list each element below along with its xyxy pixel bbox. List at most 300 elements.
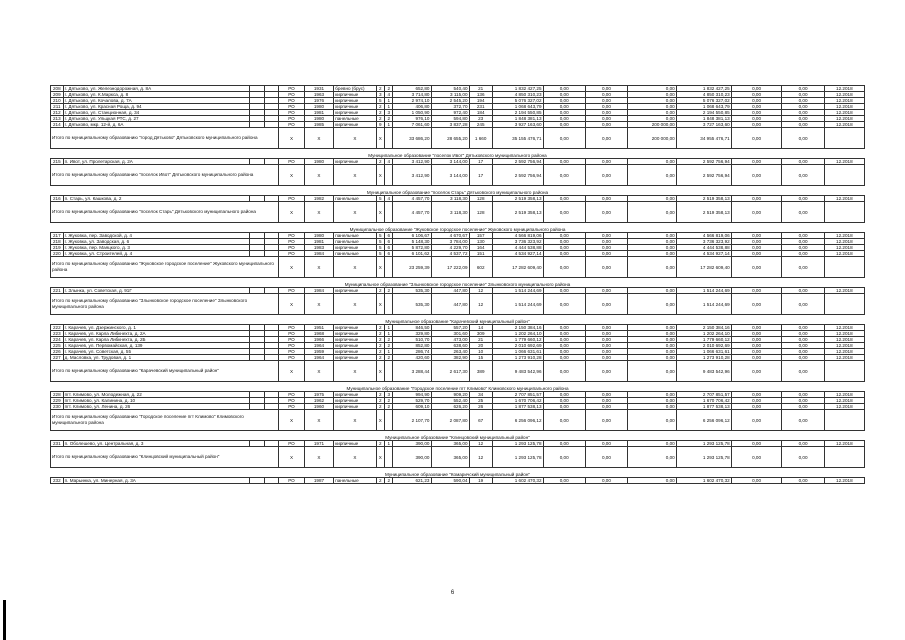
year-cell: 1962 bbox=[304, 398, 334, 404]
x-cell: X bbox=[376, 294, 384, 315]
fund-cell: 0,00 bbox=[585, 128, 627, 149]
cost-cell: 1 066 631,61 bbox=[492, 349, 543, 355]
fund-cell: 0,00 bbox=[628, 165, 677, 186]
wall-material-cell: панельные bbox=[334, 233, 376, 239]
specific-cost-cell: 0,00 bbox=[731, 239, 782, 245]
fund-cell: 0,00 bbox=[585, 92, 627, 98]
specific-cost-cell: 0,00 bbox=[731, 165, 782, 186]
limit-cost-cell: 0,00 bbox=[782, 196, 824, 202]
living-area-cell: 382,90 bbox=[431, 355, 469, 361]
completion-date-cell: 12.2018 bbox=[824, 86, 864, 92]
floors-cell: 2 bbox=[376, 288, 384, 294]
subtotal-label: Итого по муниципальному образованию "поселок Ивот" Дятьковского муниципального района bbox=[51, 165, 279, 186]
floors-cell: 2 bbox=[376, 404, 384, 410]
ownership-cell: РО bbox=[279, 404, 304, 410]
total-area-cell: 609,10 bbox=[393, 404, 431, 410]
fund-cell: 1 514 244,69 bbox=[676, 288, 731, 294]
ownership-cell: РО bbox=[279, 86, 304, 92]
housing-repair-register-table bbox=[50, 85, 865, 484]
empty-cell bbox=[385, 128, 393, 149]
wall-material-cell: кирпичные bbox=[334, 343, 376, 349]
floors-cell: 5 bbox=[376, 239, 384, 245]
year-cell: 1981 bbox=[304, 110, 334, 116]
fund-cell: 0,00 bbox=[628, 245, 677, 251]
fund-cell: 0,00 bbox=[628, 337, 677, 343]
row-number: 212 bbox=[51, 110, 64, 116]
total-area-cell: 420,60 bbox=[393, 355, 431, 361]
limit-cost-cell: 0,00 bbox=[782, 398, 824, 404]
limit-cost-cell: 0,00 bbox=[782, 104, 824, 110]
fund-cell: 0,00 bbox=[628, 251, 677, 257]
x-cell: X bbox=[304, 447, 334, 468]
x-cell: X bbox=[304, 165, 334, 186]
specific-cost-cell: 0,00 bbox=[731, 392, 782, 398]
fund-cell: 0,00 bbox=[543, 116, 585, 122]
year-cell: 1980 bbox=[304, 233, 334, 239]
wall-material-cell: кирпичные bbox=[334, 325, 376, 331]
address-cell: г. Дятьково, ул. Станционная, д. 34 bbox=[63, 110, 249, 116]
entrances-cell: 6 bbox=[385, 233, 393, 239]
fund-cell: 1 670 706,42 bbox=[676, 398, 731, 404]
wall-material-cell: панельные bbox=[334, 251, 376, 257]
x-cell: X bbox=[279, 410, 304, 431]
ownership-cell: РО bbox=[279, 104, 304, 110]
fund-cell: 0,00 bbox=[543, 441, 585, 447]
row-number: 228 bbox=[51, 392, 64, 398]
fund-cell: 0,00 bbox=[628, 410, 677, 431]
living-area-cell: 3 837,28 bbox=[431, 122, 469, 128]
wall-material-cell: кирпичные bbox=[334, 110, 376, 116]
fund-cell: 0,00 bbox=[585, 398, 627, 404]
specific-cost-cell: 0,00 bbox=[731, 116, 782, 122]
wall-material-cell: кирпичные bbox=[334, 441, 376, 447]
entrances-cell: 1 bbox=[385, 98, 393, 104]
section-title: Муниципальное образование "Городское поселение пгт Климово" Климовского муниципального района bbox=[51, 382, 865, 392]
fund-cell: 3 727 163,60 bbox=[676, 122, 731, 128]
ownership-cell: РО bbox=[279, 233, 304, 239]
wall-material-cell: кирпичные bbox=[334, 349, 376, 355]
total-area-cell: 5 148,30 bbox=[393, 239, 431, 245]
cost-cell: 1 293 125,78 bbox=[492, 447, 543, 468]
subtotal-label: Итого по муниципальному образованию "Городское поселение пгт Климово" Климовского муниципального района bbox=[51, 410, 279, 431]
fund-cell: 0,00 bbox=[543, 355, 585, 361]
total-area-cell: 33 686,20 bbox=[393, 128, 431, 149]
fund-cell: 0,00 bbox=[628, 196, 677, 202]
living-area-cell: 552,40 bbox=[431, 398, 469, 404]
completion-date-cell: 12.2018 bbox=[824, 392, 864, 398]
total-area-cell: 2 107,70 bbox=[393, 410, 431, 431]
residents-cell: 12 bbox=[469, 447, 492, 468]
completion-date-cell: 12.2018 bbox=[824, 404, 864, 410]
address-cell: п. Марьинка, ул. Минерная, д. 3А bbox=[63, 478, 249, 484]
empty-cell bbox=[385, 165, 393, 186]
limit-cost-cell: 0,00 bbox=[782, 122, 824, 128]
living-area-cell: 4 537,72 bbox=[431, 251, 469, 257]
limit-cost-cell: 0,00 bbox=[782, 257, 824, 278]
fund-cell: 0,00 bbox=[628, 392, 677, 398]
completion-date-cell: 12.2018 bbox=[824, 233, 864, 239]
specific-cost-cell: 0,00 bbox=[731, 196, 782, 202]
empty-cell bbox=[385, 294, 393, 315]
fund-cell: 2 150 384,16 bbox=[676, 325, 731, 331]
living-area-cell: 301,60 bbox=[431, 331, 469, 337]
residents-cell: 26 bbox=[469, 404, 492, 410]
limit-cost-cell: 0,00 bbox=[782, 325, 824, 331]
fund-cell: 0,00 bbox=[628, 257, 677, 278]
row-number: 214 bbox=[51, 122, 64, 128]
floors-cell: 2 bbox=[376, 355, 384, 361]
limit-cost-cell: 0,00 bbox=[782, 337, 824, 343]
row-number: 226 bbox=[51, 349, 64, 355]
completion-date-cell: 12.2018 bbox=[824, 159, 864, 165]
cost-cell: 1 202 264,10 bbox=[492, 331, 543, 337]
cost-cell: 4 566 819,06 bbox=[492, 233, 543, 239]
row-number: 211 bbox=[51, 104, 64, 110]
wall-material-cell: кирпичные bbox=[334, 337, 376, 343]
entrances-cell: 1 bbox=[385, 104, 393, 110]
empty-cell bbox=[824, 294, 864, 315]
address-cell: д. Масловка, ул. Трудовая, д. 1 bbox=[63, 355, 249, 361]
total-area-cell: 4 457,70 bbox=[393, 196, 431, 202]
fund-cell: 0,00 bbox=[543, 196, 585, 202]
row-number: 230 bbox=[51, 404, 64, 410]
fund-cell: 0,00 bbox=[585, 325, 627, 331]
fund-cell: 0,00 bbox=[628, 447, 677, 468]
limit-cost-cell: 0,00 bbox=[782, 404, 824, 410]
ownership-cell: РО bbox=[279, 337, 304, 343]
limit-cost-cell: 0,00 bbox=[782, 288, 824, 294]
x-cell: X bbox=[304, 128, 334, 149]
completion-date-cell: 12.2018 bbox=[824, 251, 864, 257]
limit-cost-cell: 0,00 bbox=[782, 165, 824, 186]
fund-cell: 1 779 660,12 bbox=[676, 337, 731, 343]
ownership-cell: РО bbox=[279, 245, 304, 251]
residents-cell: 128 bbox=[469, 202, 492, 223]
address-cell: п. Ивот, ул. Пролетарская, д. 2А bbox=[63, 159, 249, 165]
fund-cell: 0,00 bbox=[585, 337, 627, 343]
fund-cell: 2 194 550,85 bbox=[676, 110, 731, 116]
fund-cell: 0,00 bbox=[585, 122, 627, 128]
fund-cell: 1 066 631,61 bbox=[676, 349, 731, 355]
entrances-cell: 1 bbox=[385, 331, 393, 337]
total-area-cell: 390,00 bbox=[393, 441, 431, 447]
fund-cell: 0,00 bbox=[585, 404, 627, 410]
address-cell: п. Старь, ул. Кашкова, д. 2 bbox=[63, 196, 249, 202]
residents-cell: 21 bbox=[469, 337, 492, 343]
total-area-cell: 406,80 bbox=[393, 104, 431, 110]
ownership-cell: РО bbox=[279, 239, 304, 245]
cost-cell: 2 592 756,94 bbox=[492, 159, 543, 165]
completion-date-cell: 12.2018 bbox=[824, 398, 864, 404]
living-area-cell: 447,80 bbox=[431, 288, 469, 294]
living-area-cell: 473,00 bbox=[431, 337, 469, 343]
total-area-cell: 994,90 bbox=[393, 392, 431, 398]
living-area-cell: 3 118,30 bbox=[431, 196, 469, 202]
subtotal-row bbox=[51, 447, 865, 468]
x-cell: X bbox=[376, 257, 384, 278]
floors-cell: 2 bbox=[376, 116, 384, 122]
total-area-cell: 390,00 bbox=[393, 447, 431, 468]
year-cell: 1964 bbox=[304, 355, 334, 361]
section-header-row bbox=[51, 149, 865, 159]
fund-cell: 0,00 bbox=[628, 325, 677, 331]
ownership-cell: РО bbox=[279, 478, 304, 484]
x-cell: X bbox=[279, 165, 304, 186]
living-area-cell: 557,20 bbox=[431, 325, 469, 331]
ownership-cell: РО bbox=[279, 288, 304, 294]
fund-cell: 0,00 bbox=[628, 478, 677, 484]
fund-cell: 0,00 bbox=[628, 404, 677, 410]
limit-cost-cell: 0,00 bbox=[782, 239, 824, 245]
fund-cell: 0,00 bbox=[628, 239, 677, 245]
subtotal-label: Итого по муниципальному образованию "Карачевский муниципальный район" bbox=[51, 361, 279, 382]
fund-cell: 0,00 bbox=[628, 398, 677, 404]
total-area-cell: 3 412,90 bbox=[393, 159, 431, 165]
empty-cell bbox=[824, 257, 864, 278]
row-number: 215 bbox=[51, 159, 64, 165]
floors-cell: 5 bbox=[376, 233, 384, 239]
fund-cell: 0,00 bbox=[543, 239, 585, 245]
total-area-cell: 621,23 bbox=[393, 478, 431, 484]
fund-cell: 2 592 756,94 bbox=[676, 165, 731, 186]
residents-cell: 67 bbox=[469, 410, 492, 431]
fund-cell: 0,00 bbox=[543, 202, 585, 223]
living-area-cell: 540,40 bbox=[431, 86, 469, 92]
fund-cell: 1 848 381,13 bbox=[676, 116, 731, 122]
specific-cost-cell: 0,00 bbox=[731, 337, 782, 343]
cost-cell: 6 256 096,12 bbox=[492, 410, 543, 431]
limit-cost-cell: 0,00 bbox=[782, 355, 824, 361]
cost-cell: 2 194 550,85 bbox=[492, 110, 543, 116]
fund-cell: 0,00 bbox=[585, 251, 627, 257]
fund-cell: 0,00 bbox=[585, 196, 627, 202]
entrances-cell: 3 bbox=[385, 392, 393, 398]
fund-cell: 0,00 bbox=[543, 337, 585, 343]
floors-cell: 2 bbox=[376, 441, 384, 447]
fund-cell: 0,00 bbox=[628, 343, 677, 349]
fund-cell: 0,00 bbox=[543, 245, 585, 251]
total-area-cell: 4 457,70 bbox=[393, 202, 431, 223]
living-area-cell: 909,20 bbox=[431, 392, 469, 398]
year-cell: 1968 bbox=[304, 331, 334, 337]
fund-cell: 0,00 bbox=[628, 441, 677, 447]
ownership-cell: РО bbox=[279, 392, 304, 398]
x-cell: X bbox=[279, 257, 304, 278]
residents-cell: 17 bbox=[469, 159, 492, 165]
empty-cell bbox=[824, 128, 864, 149]
entrances-cell: 4 bbox=[385, 92, 393, 98]
subtotal-label: Итого по муниципальному образованию "Жуковское городское поселение" Жуковского муниципального района bbox=[51, 257, 279, 278]
cost-cell: 2 707 851,57 bbox=[492, 392, 543, 398]
subtotal-row bbox=[51, 361, 865, 382]
wall-material-cell: кирпичные bbox=[334, 122, 376, 128]
address-cell: г. Злынка, ул. Советская, д. 91Г bbox=[63, 288, 249, 294]
limit-cost-cell: 0,00 bbox=[782, 349, 824, 355]
entrances-cell: 2 bbox=[385, 337, 393, 343]
specific-cost-cell: 0,00 bbox=[731, 331, 782, 337]
year-cell: 1960 bbox=[304, 404, 334, 410]
fund-cell: 0,00 bbox=[628, 288, 677, 294]
completion-date-cell: 12.2018 bbox=[824, 441, 864, 447]
specific-cost-cell: 0,00 bbox=[731, 98, 782, 104]
fund-cell: 0,00 bbox=[543, 331, 585, 337]
residents-cell: 164 bbox=[469, 245, 492, 251]
x-cell: X bbox=[334, 202, 376, 223]
completion-date-cell: 12.2018 bbox=[824, 343, 864, 349]
fund-cell: 0,00 bbox=[585, 478, 627, 484]
residents-cell: 1 660 bbox=[469, 128, 492, 149]
fund-cell: 0,00 bbox=[543, 257, 585, 278]
cost-cell: 1 877 538,13 bbox=[492, 404, 543, 410]
residents-cell: 23 bbox=[469, 116, 492, 122]
residents-cell: 34 bbox=[469, 392, 492, 398]
residents-cell: 25 bbox=[469, 398, 492, 404]
total-area-cell: 6 106,67 bbox=[393, 233, 431, 239]
completion-date-cell: 12.2018 bbox=[824, 116, 864, 122]
specific-cost-cell: 0,00 bbox=[731, 251, 782, 257]
x-cell: X bbox=[279, 294, 304, 315]
wall-material-cell: панельные bbox=[334, 239, 376, 245]
section-header-row bbox=[51, 431, 865, 441]
row-number: 231 bbox=[51, 441, 64, 447]
limit-cost-cell: 0,00 bbox=[782, 251, 824, 257]
fund-cell: 0,00 bbox=[543, 398, 585, 404]
wall-material-cell: кирпичные bbox=[334, 288, 376, 294]
address-cell: г. Дятьково, ул. Кочалова, д. 7А bbox=[63, 98, 249, 104]
wall-material-cell: панельные bbox=[334, 196, 376, 202]
completion-date-cell: 12.2018 bbox=[824, 122, 864, 128]
floors-cell: 2 bbox=[376, 104, 384, 110]
fund-cell: 0,00 bbox=[543, 343, 585, 349]
fund-cell: 2 592 756,94 bbox=[676, 159, 731, 165]
wall-material-cell: кирпичные bbox=[334, 331, 376, 337]
address-cell: г. Дятьково, ул. К.Маркса, д. 8 bbox=[63, 92, 249, 98]
fund-cell: 0,00 bbox=[628, 116, 677, 122]
residents-cell: 128 bbox=[469, 196, 492, 202]
cost-cell: 3 736 323,92 bbox=[492, 239, 543, 245]
residents-cell: 130 bbox=[469, 239, 492, 245]
year-cell: 1982 bbox=[304, 196, 334, 202]
completion-date-cell: 12.2018 bbox=[824, 288, 864, 294]
row-number: 221 bbox=[51, 288, 64, 294]
specific-cost-cell: 0,00 bbox=[731, 294, 782, 315]
fund-cell: 0,00 bbox=[543, 92, 585, 98]
address-cell: пгт. Климово, ул. Калинина, д. 10 bbox=[63, 398, 249, 404]
limit-cost-cell: 0,00 bbox=[782, 159, 824, 165]
specific-cost-cell: 0,00 bbox=[731, 398, 782, 404]
cost-cell: 35 155 476,71 bbox=[492, 128, 543, 149]
cost-cell: 1 068 643,79 bbox=[492, 104, 543, 110]
wall-material-cell: кирпичные bbox=[334, 392, 376, 398]
floors-cell: 9 bbox=[376, 122, 384, 128]
ownership-cell: РО bbox=[279, 331, 304, 337]
year-cell: 1931 bbox=[304, 86, 334, 92]
ownership-cell: РО bbox=[279, 355, 304, 361]
year-cell: 1981 bbox=[304, 239, 334, 245]
empty-cell bbox=[385, 202, 393, 223]
x-cell: X bbox=[376, 128, 384, 149]
fund-cell: 0,00 bbox=[543, 361, 585, 382]
wall-material-cell: бревно (брус) bbox=[334, 86, 376, 92]
address-cell: пгт. Климово, ул. Молодежная, д. 22 bbox=[63, 392, 249, 398]
fund-cell: 0,00 bbox=[585, 361, 627, 382]
wall-material-cell: кирпичные bbox=[334, 355, 376, 361]
completion-date-cell: 12.2018 bbox=[824, 349, 864, 355]
x-cell: X bbox=[304, 294, 334, 315]
cost-cell: 1 514 244,69 bbox=[492, 288, 543, 294]
fund-cell: 0,00 bbox=[585, 288, 627, 294]
cost-cell: 2 519 358,13 bbox=[492, 196, 543, 202]
section-header-row bbox=[51, 468, 865, 478]
completion-date-cell: 12.2018 bbox=[824, 92, 864, 98]
year-cell: 1964 bbox=[304, 343, 334, 349]
cost-cell: 1 779 660,12 bbox=[492, 337, 543, 343]
row-number: 227 bbox=[51, 355, 64, 361]
row-number: 213 bbox=[51, 116, 64, 122]
wall-material-cell: кирпичные bbox=[334, 159, 376, 165]
living-area-cell: 3 144,00 bbox=[431, 159, 469, 165]
x-cell: X bbox=[304, 202, 334, 223]
floors-cell: 2 bbox=[376, 349, 384, 355]
year-cell: 1980 bbox=[304, 116, 334, 122]
total-area-cell: 976,10 bbox=[393, 116, 431, 122]
empty-cell bbox=[385, 361, 393, 382]
living-area-cell: 365,00 bbox=[431, 447, 469, 468]
cost-cell: 1 273 910,28 bbox=[492, 355, 543, 361]
x-cell: X bbox=[304, 257, 334, 278]
fund-cell: 0,00 bbox=[543, 233, 585, 239]
ownership-cell: РО bbox=[279, 251, 304, 257]
fund-cell: 0,00 bbox=[543, 392, 585, 398]
completion-date-cell: 12.2018 bbox=[824, 98, 864, 104]
total-area-cell: 3 714,80 bbox=[393, 92, 431, 98]
ownership-cell: РО bbox=[279, 116, 304, 122]
floors-cell: 2 bbox=[376, 478, 384, 484]
limit-cost-cell: 0,00 bbox=[782, 447, 824, 468]
year-cell: 1983 bbox=[304, 245, 334, 251]
row-number: 208 bbox=[51, 86, 64, 92]
living-area-cell: 3 144,00 bbox=[431, 165, 469, 186]
total-area-cell: 852,80 bbox=[393, 343, 431, 349]
address-cell: г. Дятьково, ул. Красная Роща, д. 94 bbox=[63, 104, 249, 110]
x-cell: X bbox=[376, 165, 384, 186]
section-title: Муниципальное образование "Жуковское городское поселение" Жуковского муниципального района bbox=[51, 223, 865, 233]
specific-cost-cell: 0,00 bbox=[731, 447, 782, 468]
floors-cell: 2 bbox=[376, 325, 384, 331]
entrances-cell: 2 bbox=[385, 478, 393, 484]
total-area-cell: 23 259,39 bbox=[393, 257, 431, 278]
entrances-cell: 2 bbox=[385, 86, 393, 92]
fund-cell: 6 256 096,12 bbox=[676, 410, 731, 431]
limit-cost-cell: 0,00 bbox=[782, 202, 824, 223]
cost-cell: 1 670 706,42 bbox=[492, 398, 543, 404]
subtotal-row bbox=[51, 294, 865, 315]
address-cell: г. Карачев, ул. Советская, д. 55 bbox=[63, 349, 249, 355]
cost-cell: 2 150 384,16 bbox=[492, 325, 543, 331]
year-cell: 1959 bbox=[304, 349, 334, 355]
address-cell: г. Карачев, ул. Карла Либкнехта, д. 2А bbox=[63, 331, 249, 337]
address-cell: г. Жуковка, ул. Строителей, д. 4 bbox=[63, 251, 249, 257]
section-header-row bbox=[51, 278, 865, 288]
ownership-cell: РО bbox=[279, 110, 304, 116]
wall-material-cell: панельные bbox=[334, 478, 376, 484]
fund-cell: 0,00 bbox=[543, 98, 585, 104]
scan-margin-mark bbox=[3, 600, 6, 640]
year-cell: 1975 bbox=[304, 392, 334, 398]
subtotal-row bbox=[51, 128, 865, 149]
empty-cell bbox=[385, 410, 393, 431]
floors-cell: 2 bbox=[376, 398, 384, 404]
